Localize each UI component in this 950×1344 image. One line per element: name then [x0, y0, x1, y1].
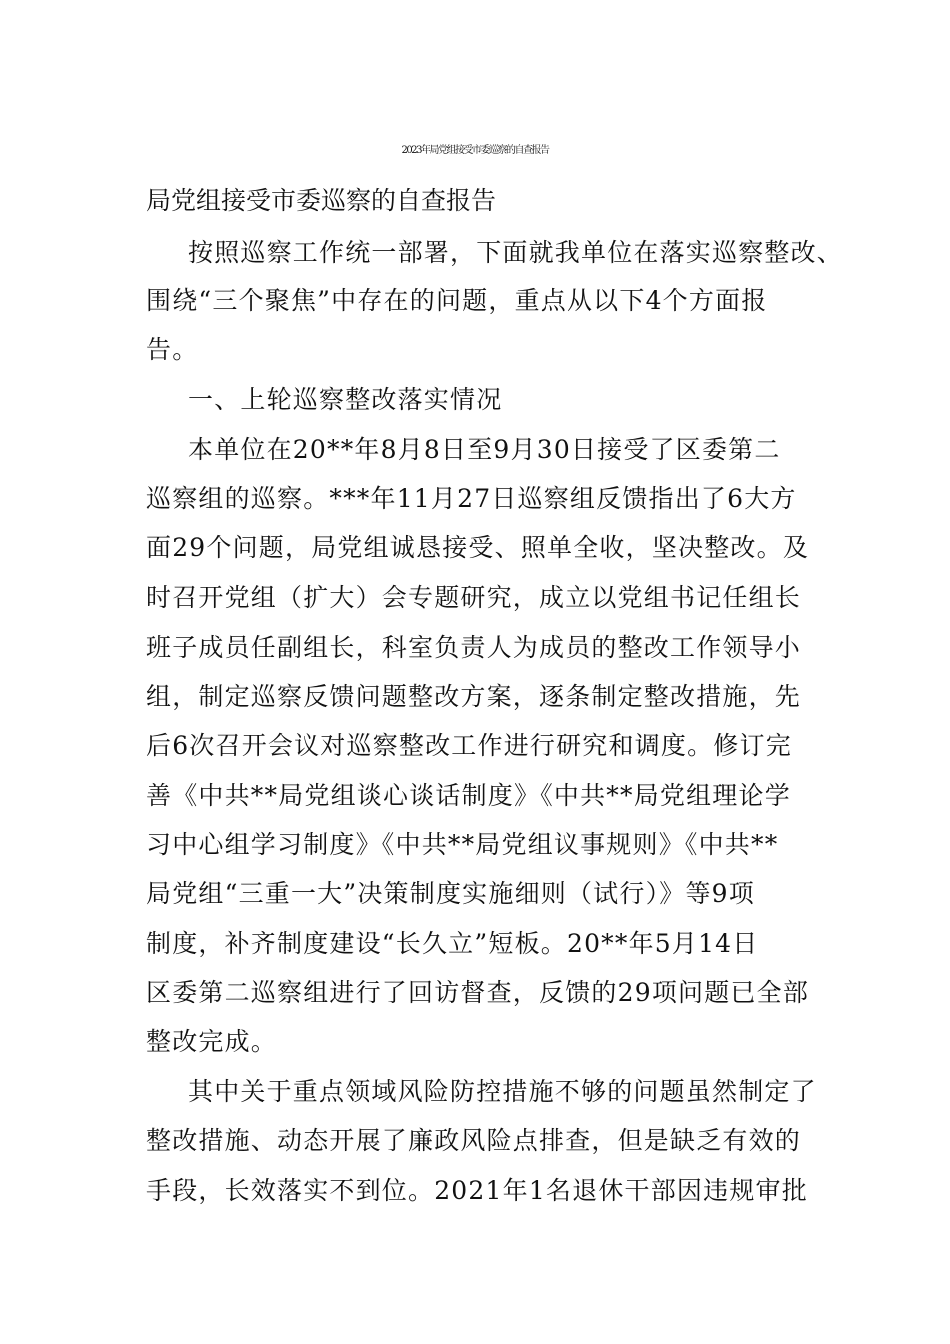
section-heading: 一、上轮巡察整改落实情况 — [188, 385, 503, 414]
paragraph-line: 局党组“三重一大”决策制度实施细则（试行）》等9项 — [146, 879, 755, 908]
paragraph-line: 习中心组学习制度》《中共**局党组议事规则》《中共** — [146, 830, 779, 859]
paragraph-line: 整改措施、动态开展了廉政风险点排查，但是缺乏有效的 — [146, 1126, 802, 1155]
paragraph-line: 本单位在20**年8月8日至9月30日接受了区委第二 — [188, 435, 781, 464]
paragraph-line: 告。 — [146, 335, 199, 364]
paragraph-line: 班子成员任副组长，科室负责人为成员的整改工作领导小 — [146, 633, 802, 662]
document-title: 2023年局党组接受市委巡察的自查报告 — [401, 145, 549, 156]
paragraph-line: 整改完成。 — [146, 1027, 278, 1056]
paragraph-line: 巡察组的巡察。***年11月27日巡察组反馈指出了6大方 — [146, 484, 797, 513]
paragraph-line: 围绕“三个聚焦”中存在的问题，重点从以下4个方面报 — [146, 286, 768, 315]
document-subtitle: 局党组接受市委巡察的自查报告 — [146, 186, 497, 215]
paragraph-line: 时召开党组（扩大）会专题研究，成立以党组书记任组长 — [146, 583, 802, 612]
paragraph-line: 组，制定巡察反馈问题整改方案，逐条制定整改措施，先 — [146, 682, 802, 711]
paragraph-line: 善《中共**局党组谈心谈话制度》《中共**局党组理论学 — [146, 781, 791, 810]
paragraph-line: 面29个问题，局党组诚恳接受、照单全收，坚决整改。及 — [146, 533, 810, 562]
paragraph-line: 后6次召开会议对巡察整改工作进行研究和调度。修订完 — [146, 731, 792, 760]
paragraph-line: 其中关于重点领域风险防控措施不够的问题虽然制定了 — [188, 1077, 817, 1106]
paragraph-line: 按照巡察工作统一部署，下面就我单位在落实巡察整改、 — [188, 238, 844, 267]
paragraph-line: 手段，长效落实不到位。2021年1名退休干部因违规审批 — [146, 1176, 808, 1205]
paragraph-line: 制度，补齐制度建设“长久立”短板。20**年5月14日 — [146, 929, 759, 958]
paragraph-line: 区委第二巡察组进行了回访督查，反馈的29项问题已全部 — [146, 978, 810, 1007]
